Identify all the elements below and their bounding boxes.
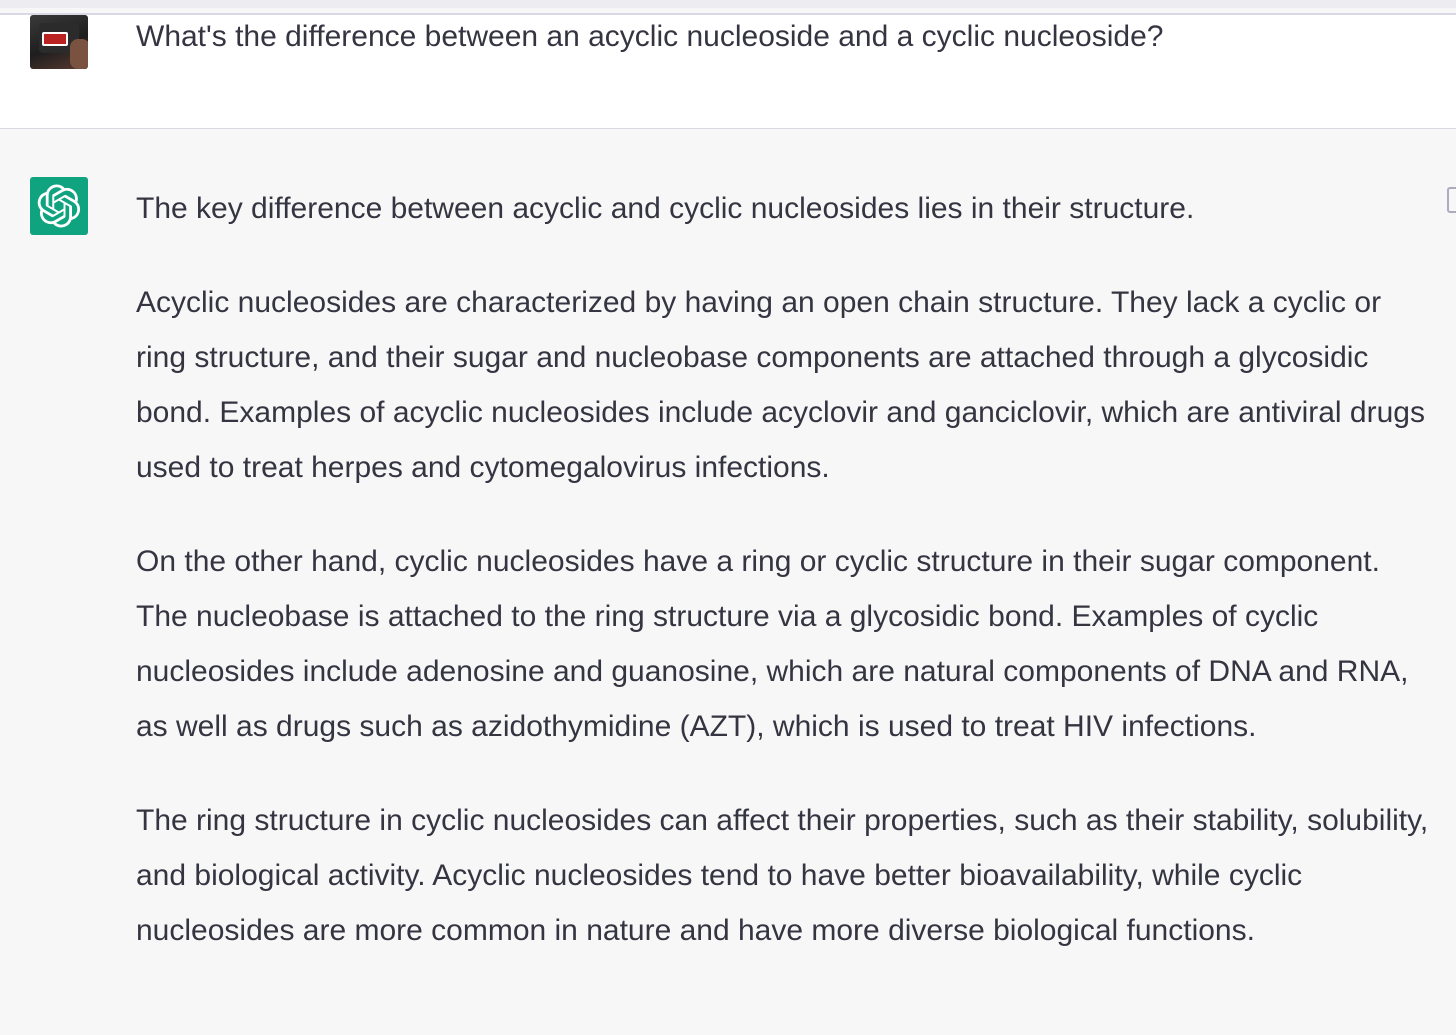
openai-logo-icon <box>30 177 88 235</box>
answer-paragraph: Acyclic nucleosides are characterized by having an open chain structure. They lack a cyclic or ring structure, and their sugar and nucleobase components are attached through a glycosidic bond. Examples of acyclic nucleosides include acyclovir and ganciclovir, which are antiviral drugs used to treat herpes and cytomegalovirus infections. <box>136 286 1425 484</box>
user-message-text: What's the difference between an acyclic nucleoside and a cyclic nucleoside? <box>136 20 1164 53</box>
avatar-shirt-logo <box>42 32 68 46</box>
avatar-arm <box>70 39 88 69</box>
answer-paragraph: On the other hand, cyclic nucleosides have a ring or cyclic structure in their sugar component. The nucleobase is attached to the ring structure via a glycosidic bond. Examples of cyclic nucleosides include adenosine and guanosine, which are natural components of DNA and RNA, as well as drugs such as azidothymidine (AZT), which is used to treat HIV infections. <box>136 545 1409 743</box>
assistant-message-row <box>0 129 1456 1035</box>
user-avatar-icon <box>30 15 88 69</box>
answer-paragraph: The key difference between acyclic and cyclic nucleosides lies in their structure. <box>136 192 1195 225</box>
copy-icon[interactable] <box>1447 187 1456 213</box>
assistant-message-text <box>136 185 1431 997</box>
user-message-row <box>0 15 1456 129</box>
top-strip <box>0 0 1456 8</box>
answer-paragraph: The ring structure in cyclic nucleosides can affect their properties, such as their stability, solubility, and biological activity. Acyclic nucleosides tend to have better bioavailability, while cyclic nucleosides are more common in nature and have more diverse biological functions. <box>136 804 1429 947</box>
